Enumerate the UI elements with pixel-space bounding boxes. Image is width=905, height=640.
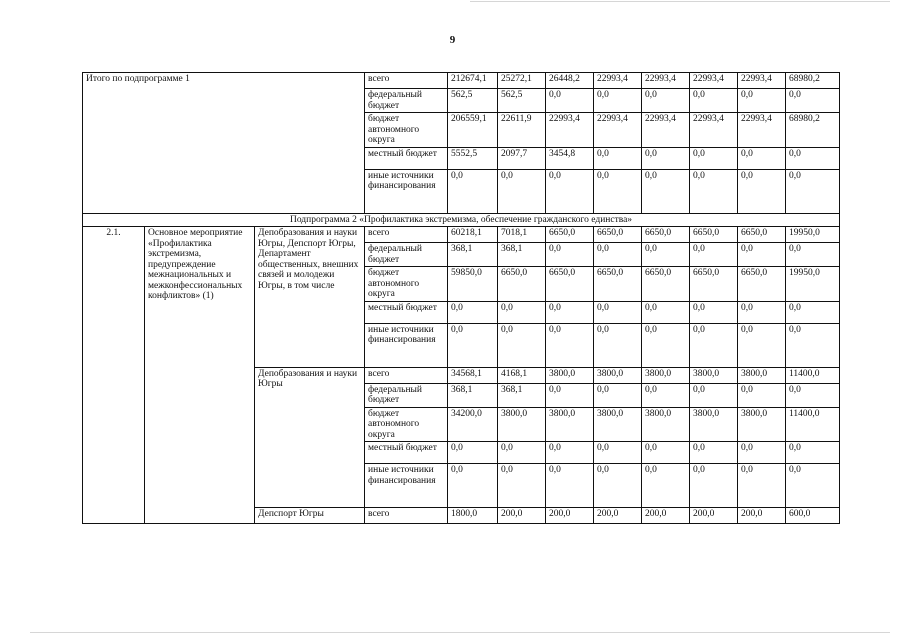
value-cell: 3800,0 xyxy=(546,367,594,383)
funding-source-label: всего xyxy=(365,227,448,243)
value-cell: 0,0 xyxy=(642,442,690,464)
value-cell: 0,0 xyxy=(642,89,690,113)
value-cell: 0,0 xyxy=(690,383,738,407)
scan-artifact-bottom xyxy=(30,632,890,633)
funding-source-label: бюджет автономного округа xyxy=(365,407,448,442)
value-cell: 0,0 xyxy=(642,464,690,508)
value-cell: 0,0 xyxy=(738,383,786,407)
value-cell: 0,0 xyxy=(448,323,498,367)
value-cell: 562,5 xyxy=(498,89,546,113)
funding-source-label: всего xyxy=(365,508,448,524)
value-cell: 0,0 xyxy=(448,301,498,323)
funding-source-label: всего xyxy=(365,73,448,89)
value-cell: 6650,0 xyxy=(594,227,642,243)
activity-name: Основное мероприятие «Профилактика экстремизма, предупреждение межнациональных и межконфессиональных конфликтов» (1) xyxy=(145,227,255,524)
value-cell: 22993,4 xyxy=(642,73,690,89)
value-cell: 0,0 xyxy=(594,243,642,267)
value-cell: 0,0 xyxy=(498,442,546,464)
value-cell: 0,0 xyxy=(546,169,594,213)
value-cell: 0,0 xyxy=(642,147,690,169)
value-cell: 368,1 xyxy=(448,243,498,267)
value-cell: 11400,0 xyxy=(786,367,840,383)
funding-source-label: местный бюджет xyxy=(365,147,448,169)
executor-cell: Депспорт Югры xyxy=(255,508,365,524)
value-cell: 34200,0 xyxy=(448,407,498,442)
table-row xyxy=(83,213,840,227)
value-cell: 0,0 xyxy=(546,323,594,367)
value-cell: 0,0 xyxy=(690,442,738,464)
value-cell: 6650,0 xyxy=(498,267,546,302)
value-cell: 0,0 xyxy=(594,323,642,367)
value-cell: 0,0 xyxy=(546,442,594,464)
value-cell: 206559,1 xyxy=(448,113,498,148)
executor-cell: Депобразования и науки Югры, Депспорт Югры, Департамент общественных, внешних связей и молодежи Югры, в том числе xyxy=(255,227,365,368)
value-cell: 19950,0 xyxy=(786,227,840,243)
value-cell: 22993,4 xyxy=(738,113,786,148)
value-cell: 368,1 xyxy=(448,383,498,407)
value-cell: 26448,2 xyxy=(546,73,594,89)
value-cell: 0,0 xyxy=(546,464,594,508)
value-cell: 5552,5 xyxy=(448,147,498,169)
value-cell: 3800,0 xyxy=(594,367,642,383)
value-cell: 0,0 xyxy=(448,442,498,464)
value-cell: 0,0 xyxy=(448,464,498,508)
value-cell: 0,0 xyxy=(642,169,690,213)
value-cell: 0,0 xyxy=(738,169,786,213)
value-cell: 3800,0 xyxy=(690,407,738,442)
value-cell: 3800,0 xyxy=(642,407,690,442)
value-cell: 0,0 xyxy=(546,383,594,407)
value-cell: 3800,0 xyxy=(594,407,642,442)
value-cell: 0,0 xyxy=(690,243,738,267)
funding-source-label: местный бюджет xyxy=(365,301,448,323)
subprogram-header: Подпрограмма 2 «Профилактика экстремизма, обеспечение гражданского единства» xyxy=(83,213,840,227)
scan-artifact-top xyxy=(470,1,890,2)
value-cell: 6650,0 xyxy=(642,227,690,243)
value-cell: 0,0 xyxy=(642,323,690,367)
value-cell: 0,0 xyxy=(642,301,690,323)
value-cell: 22993,4 xyxy=(690,113,738,148)
value-cell: 0,0 xyxy=(738,323,786,367)
value-cell: 0,0 xyxy=(738,442,786,464)
value-cell: 60218,1 xyxy=(448,227,498,243)
value-cell: 68980,2 xyxy=(786,113,840,148)
value-cell: 11400,0 xyxy=(786,407,840,442)
value-cell: 7018,1 xyxy=(498,227,546,243)
value-cell: 4168,1 xyxy=(498,367,546,383)
value-cell: 0,0 xyxy=(546,89,594,113)
funding-source-label: иные источники финансирования xyxy=(365,169,448,213)
value-cell: 0,0 xyxy=(594,169,642,213)
table-row xyxy=(83,73,840,89)
value-cell: 0,0 xyxy=(690,464,738,508)
value-cell: 0,0 xyxy=(546,301,594,323)
value-cell: 22611,9 xyxy=(498,113,546,148)
funding-source-label: федеральный бюджет xyxy=(365,243,448,267)
value-cell: 0,0 xyxy=(786,169,840,213)
value-cell: 22993,4 xyxy=(738,73,786,89)
value-cell: 1800,0 xyxy=(448,508,498,524)
value-cell: 0,0 xyxy=(690,169,738,213)
value-cell: 0,0 xyxy=(738,301,786,323)
value-cell: 0,0 xyxy=(786,243,840,267)
value-cell: 200,0 xyxy=(738,508,786,524)
value-cell: 3800,0 xyxy=(690,367,738,383)
value-cell: 0,0 xyxy=(498,464,546,508)
value-cell: 200,0 xyxy=(690,508,738,524)
value-cell: 0,0 xyxy=(786,464,840,508)
value-cell: 6650,0 xyxy=(690,267,738,302)
value-cell: 0,0 xyxy=(546,243,594,267)
value-cell: 34568,1 xyxy=(448,367,498,383)
value-cell: 0,0 xyxy=(594,301,642,323)
value-cell: 3800,0 xyxy=(498,407,546,442)
value-cell: 6650,0 xyxy=(738,267,786,302)
value-cell: 0,0 xyxy=(786,147,840,169)
page-number: 9 xyxy=(449,34,456,46)
value-cell: 0,0 xyxy=(786,383,840,407)
value-cell: 3800,0 xyxy=(642,367,690,383)
value-cell: 3454,8 xyxy=(546,147,594,169)
value-cell: 0,0 xyxy=(642,243,690,267)
value-cell: 6650,0 xyxy=(690,227,738,243)
value-cell: 0,0 xyxy=(498,301,546,323)
value-cell: 0,0 xyxy=(690,147,738,169)
value-cell: 562,5 xyxy=(448,89,498,113)
summary-title: Итого по подпрограмме 1 xyxy=(83,73,365,214)
budget-table xyxy=(82,72,840,524)
value-cell: 200,0 xyxy=(498,508,546,524)
value-cell: 25272,1 xyxy=(498,73,546,89)
value-cell: 368,1 xyxy=(498,383,546,407)
table-row xyxy=(83,227,840,243)
value-cell: 6650,0 xyxy=(546,227,594,243)
value-cell: 0,0 xyxy=(642,383,690,407)
value-cell: 6650,0 xyxy=(594,267,642,302)
value-cell: 368,1 xyxy=(498,243,546,267)
funding-source-label: иные источники финансирования xyxy=(365,323,448,367)
value-cell: 22993,4 xyxy=(690,73,738,89)
value-cell: 3800,0 xyxy=(546,407,594,442)
value-cell: 0,0 xyxy=(738,464,786,508)
value-cell: 200,0 xyxy=(642,508,690,524)
value-cell: 22993,4 xyxy=(546,113,594,148)
activity-code: 2.1. xyxy=(83,227,145,524)
value-cell: 6650,0 xyxy=(642,267,690,302)
value-cell: 22993,4 xyxy=(594,113,642,148)
value-cell: 0,0 xyxy=(498,323,546,367)
value-cell: 0,0 xyxy=(786,442,840,464)
value-cell: 0,0 xyxy=(690,301,738,323)
value-cell: 3800,0 xyxy=(738,407,786,442)
value-cell: 0,0 xyxy=(786,301,840,323)
value-cell: 0,0 xyxy=(690,323,738,367)
value-cell: 0,0 xyxy=(738,243,786,267)
value-cell: 2097,7 xyxy=(498,147,546,169)
value-cell: 6650,0 xyxy=(738,227,786,243)
value-cell: 59850,0 xyxy=(448,267,498,302)
value-cell: 0,0 xyxy=(594,89,642,113)
funding-source-label: всего xyxy=(365,367,448,383)
value-cell: 22993,4 xyxy=(642,113,690,148)
funding-source-label: бюджет автономного округа xyxy=(365,267,448,302)
value-cell: 0,0 xyxy=(448,169,498,213)
value-cell: 0,0 xyxy=(594,442,642,464)
value-cell: 212674,1 xyxy=(448,73,498,89)
value-cell: 68980,2 xyxy=(786,73,840,89)
value-cell: 200,0 xyxy=(594,508,642,524)
funding-source-label: бюджет автономного округа xyxy=(365,113,448,148)
value-cell: 0,0 xyxy=(738,89,786,113)
value-cell: 0,0 xyxy=(594,464,642,508)
value-cell: 0,0 xyxy=(786,323,840,367)
value-cell: 0,0 xyxy=(594,383,642,407)
funding-source-label: федеральный бюджет xyxy=(365,89,448,113)
value-cell: 19950,0 xyxy=(786,267,840,302)
value-cell: 0,0 xyxy=(594,147,642,169)
value-cell: 0,0 xyxy=(498,169,546,213)
value-cell: 200,0 xyxy=(546,508,594,524)
value-cell: 600,0 xyxy=(786,508,840,524)
value-cell: 22993,4 xyxy=(594,73,642,89)
value-cell: 0,0 xyxy=(690,89,738,113)
value-cell: 0,0 xyxy=(786,89,840,113)
funding-source-label: местный бюджет xyxy=(365,442,448,464)
value-cell: 6650,0 xyxy=(546,267,594,302)
funding-source-label: федеральный бюджет xyxy=(365,383,448,407)
executor-cell: Депобразования и науки Югры xyxy=(255,367,365,508)
funding-source-label: иные источники финансирования xyxy=(365,464,448,508)
value-cell: 3800,0 xyxy=(738,367,786,383)
value-cell: 0,0 xyxy=(738,147,786,169)
